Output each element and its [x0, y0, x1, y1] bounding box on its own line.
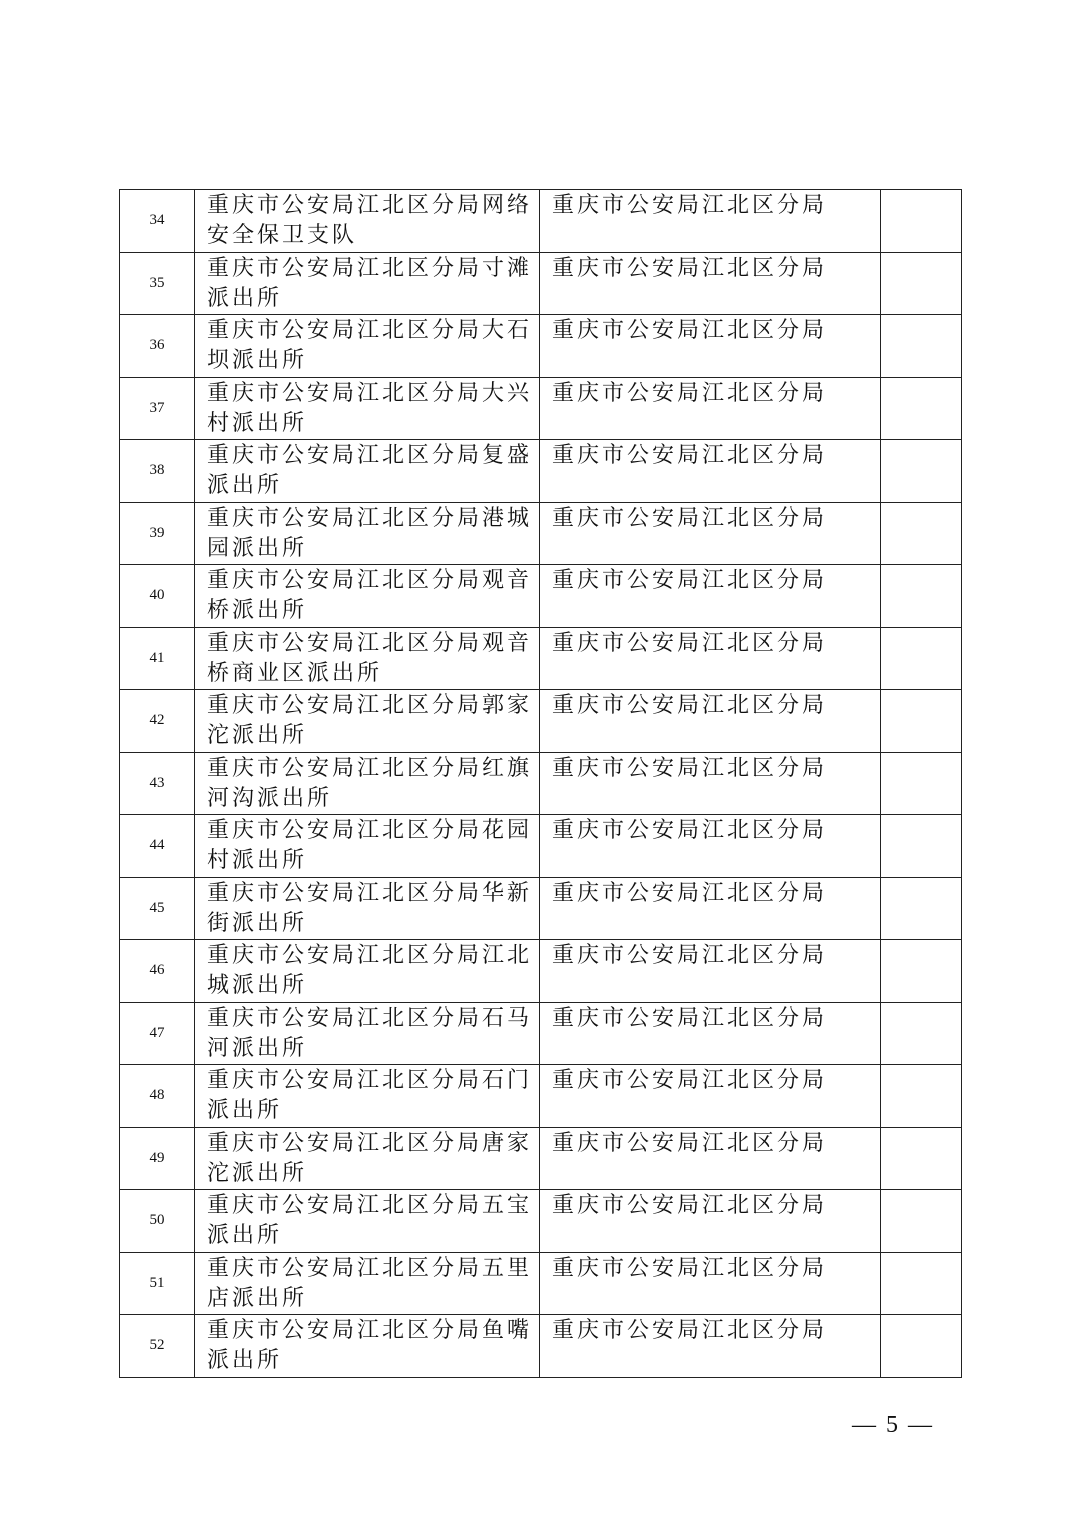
parent-unit: 重庆市公安局江北区分局	[540, 940, 881, 1003]
table-row	[120, 565, 962, 628]
row-number: 51	[120, 1252, 195, 1315]
unit-name: 重庆市公安局江北区分局红旗河沟派出所	[195, 752, 540, 815]
unit-name: 重庆市公安局江北区分局石马河派出所	[195, 1002, 540, 1065]
note-cell	[881, 752, 962, 815]
parent-unit: 重庆市公安局江北区分局	[540, 752, 881, 815]
note-cell	[881, 1190, 962, 1253]
unit-name: 重庆市公安局江北区分局复盛派出所	[195, 440, 540, 503]
unit-name: 重庆市公安局江北区分局大兴村派出所	[195, 377, 540, 440]
unit-name: 重庆市公安局江北区分局唐家沱派出所	[195, 1127, 540, 1190]
row-number: 39	[120, 502, 195, 565]
row-number: 52	[120, 1315, 195, 1378]
parent-unit: 重庆市公安局江北区分局	[540, 315, 881, 378]
unit-name: 重庆市公安局江北区分局大石坝派出所	[195, 315, 540, 378]
unit-name: 重庆市公安局江北区分局石门派出所	[195, 1065, 540, 1128]
note-cell	[881, 627, 962, 690]
table-row	[120, 1002, 962, 1065]
row-number: 38	[120, 440, 195, 503]
row-number: 42	[120, 690, 195, 753]
row-number: 40	[120, 565, 195, 628]
note-cell	[881, 815, 962, 878]
unit-name: 重庆市公安局江北区分局网络安全保卫支队	[195, 190, 540, 253]
parent-unit: 重庆市公安局江北区分局	[540, 1315, 881, 1378]
row-number: 41	[120, 627, 195, 690]
row-number: 43	[120, 752, 195, 815]
table-row	[120, 1190, 962, 1253]
note-cell	[881, 690, 962, 753]
table-row	[120, 190, 962, 253]
note-cell	[881, 1002, 962, 1065]
parent-unit: 重庆市公安局江北区分局	[540, 1127, 881, 1190]
parent-unit: 重庆市公安局江北区分局	[540, 1252, 881, 1315]
note-cell	[881, 315, 962, 378]
unit-name: 重庆市公安局江北区分局寸滩派出所	[195, 252, 540, 315]
parent-unit: 重庆市公安局江北区分局	[540, 377, 881, 440]
unit-name: 重庆市公安局江北区分局观音桥商业区派出所	[195, 627, 540, 690]
unit-name: 重庆市公安局江北区分局港城园派出所	[195, 502, 540, 565]
row-number: 48	[120, 1065, 195, 1128]
table-row	[120, 1065, 962, 1128]
table-row	[120, 1127, 962, 1190]
row-number: 37	[120, 377, 195, 440]
parent-unit: 重庆市公安局江北区分局	[540, 1190, 881, 1253]
unit-name: 重庆市公安局江北区分局五里店派出所	[195, 1252, 540, 1315]
row-number: 36	[120, 315, 195, 378]
table-row	[120, 1252, 962, 1315]
table-row	[120, 440, 962, 503]
unit-name: 重庆市公安局江北区分局江北城派出所	[195, 940, 540, 1003]
note-cell	[881, 377, 962, 440]
parent-unit: 重庆市公安局江北区分局	[540, 502, 881, 565]
table-row	[120, 252, 962, 315]
table-row	[120, 377, 962, 440]
unit-name: 重庆市公安局江北区分局五宝派出所	[195, 1190, 540, 1253]
table-row	[120, 502, 962, 565]
unit-name: 重庆市公安局江北区分局华新街派出所	[195, 877, 540, 940]
row-number: 34	[120, 190, 195, 253]
table-row	[120, 815, 962, 878]
table-row	[120, 315, 962, 378]
parent-unit: 重庆市公安局江北区分局	[540, 690, 881, 753]
row-number: 35	[120, 252, 195, 315]
parent-unit: 重庆市公安局江北区分局	[540, 1065, 881, 1128]
parent-unit: 重庆市公安局江北区分局	[540, 252, 881, 315]
parent-unit: 重庆市公安局江北区分局	[540, 565, 881, 628]
row-number: 46	[120, 940, 195, 1003]
unit-name: 重庆市公安局江北区分局观音桥派出所	[195, 565, 540, 628]
page-number: — 5 —	[852, 1412, 934, 1438]
row-number: 49	[120, 1127, 195, 1190]
parent-unit: 重庆市公安局江北区分局	[540, 877, 881, 940]
row-number: 45	[120, 877, 195, 940]
table-row	[120, 1315, 962, 1378]
note-cell	[881, 252, 962, 315]
parent-unit: 重庆市公安局江北区分局	[540, 440, 881, 503]
note-cell	[881, 940, 962, 1003]
note-cell	[881, 1065, 962, 1128]
note-cell	[881, 190, 962, 253]
table-row	[120, 690, 962, 753]
note-cell	[881, 502, 962, 565]
parent-unit: 重庆市公安局江北区分局	[540, 815, 881, 878]
row-number: 44	[120, 815, 195, 878]
parent-unit: 重庆市公安局江北区分局	[540, 627, 881, 690]
unit-name: 重庆市公安局江北区分局花园村派出所	[195, 815, 540, 878]
table-row	[120, 940, 962, 1003]
table-row	[120, 627, 962, 690]
table-body	[120, 190, 962, 1378]
parent-unit: 重庆市公安局江北区分局	[540, 1002, 881, 1065]
unit-name: 重庆市公安局江北区分局鱼嘴派出所	[195, 1315, 540, 1378]
unit-list-table	[119, 189, 962, 1378]
unit-name: 重庆市公安局江北区分局郭家沱派出所	[195, 690, 540, 753]
note-cell	[881, 1127, 962, 1190]
note-cell	[881, 877, 962, 940]
table-row	[120, 752, 962, 815]
row-number: 50	[120, 1190, 195, 1253]
row-number: 47	[120, 1002, 195, 1065]
note-cell	[881, 1252, 962, 1315]
note-cell	[881, 1315, 962, 1378]
parent-unit: 重庆市公安局江北区分局	[540, 190, 881, 253]
note-cell	[881, 565, 962, 628]
note-cell	[881, 440, 962, 503]
table-row	[120, 877, 962, 940]
